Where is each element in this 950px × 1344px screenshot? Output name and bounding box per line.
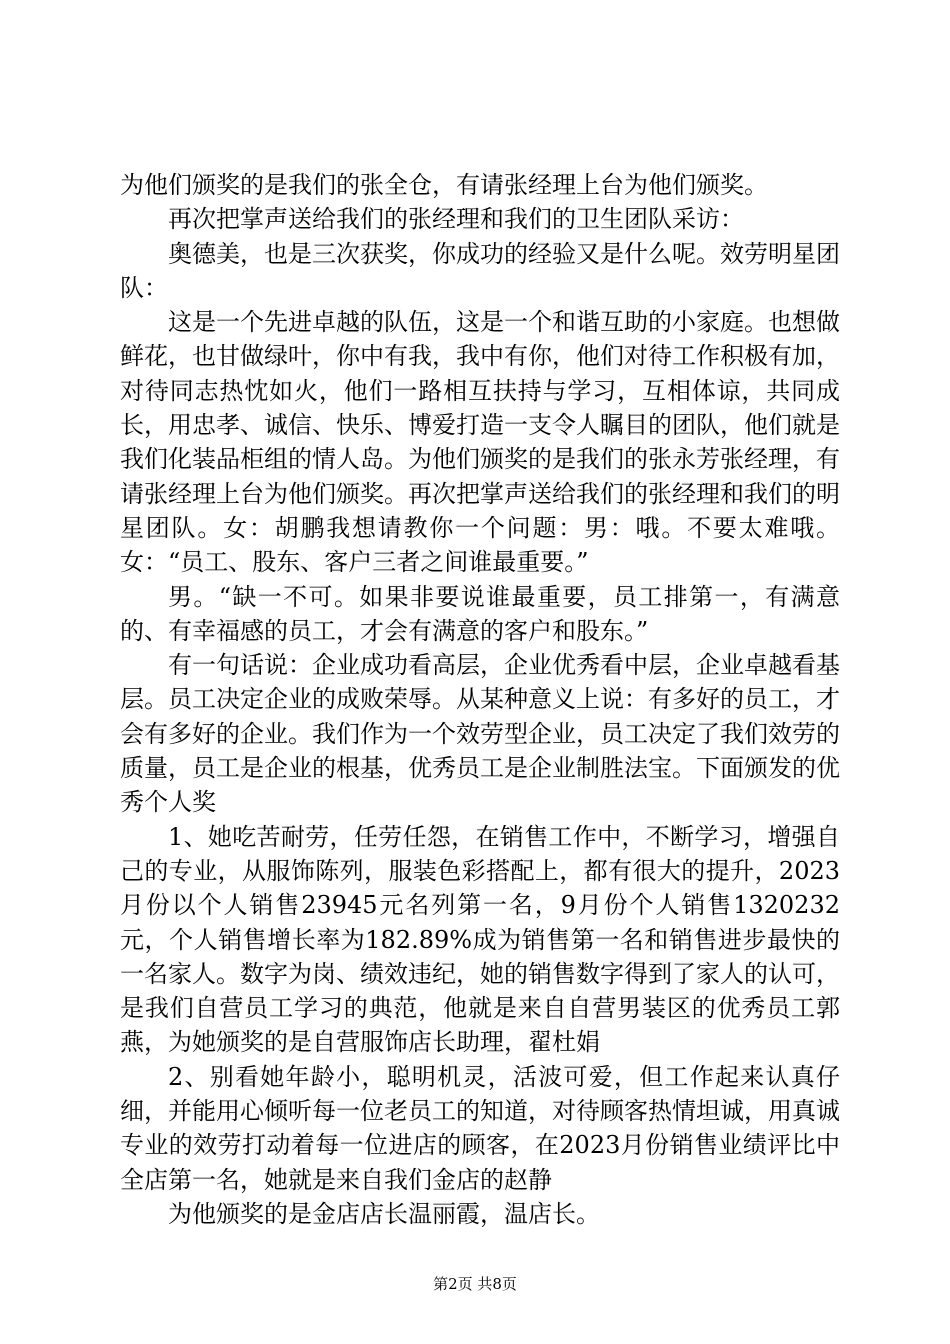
paragraph-8: 2、别看她年龄小，聪明机灵，活波可爱，但工作起来认真仔细，并能用心倾听每一位老员工的知道，对待顾客热情坦诚，用真诚专业的效劳打动着每一位进店的顾客，在2023月份销售业绩评比中全店第一名，她就是来自我们金店的赵静 [120,1062,840,1194]
paragraph-3: 奥德美，也是三次获奖，你成功的经验又是什么呢。效劳明星团队： [120,239,840,302]
paragraph-1: 为他们颁奖的是我们的张全仓，有请张经理上台为他们颁奖。 [120,171,768,199]
paragraph-6: 有一句话说：企业成功看高层，企业优秀看中层，企业卓越看基层。员工决定企业的成败荣辱。从某种意义上说：有多好的员工，才会有多好的企业。我们作为一个效劳型企业，员工决定了我们效劳的质量，员工是企业的根基，优秀员工是企业制胜法宝。下面颁发的优秀个人奖 [120,651,840,817]
paragraph-4: 这是一个先进卓越的队伍，这是一个和谐互助的小家庭。也想做鲜花，也甘做绿叶，你中有我，我中有你，他们对待工作积极有加，对待同志热忱如火，他们一路相互扶持与学习，互相体谅，共同成长，用忠孝、诚信、快乐、博爱打造一支令人瞩目的团队，他们就是我们化装品柜组的情人岛。为他们颁奖的是我们的张永芳张经理，有请张经理上台为他们颁奖。再次把掌声送给我们的张经理和我们的明星团队。女：胡鹏我想请教你一个问题：男：哦。不要太难哦。女：“员工、股东、客户三者之间谁最重要。” [120,308,840,577]
paragraph-2: 再次把掌声送给我们的张经理和我们的卫生团队采访： [168,205,744,234]
page-number-footer: 第2页 共8页 [433,1275,517,1293]
paragraph-9: 为他颁奖的是金店店长温丽霞，温店长。 [168,1199,600,1228]
paragraph-5: 男。“缺一不可。如果非要说谁最重要，员工排第一，有满意的、有幸福感的员工，才会有满意的客户和股东。” [120,582,840,645]
document-body [120,168,840,1231]
paragraph-7: 1、她吃苦耐劳，任劳任怨，在销售工作中，不断学习，增强自己的专业，从服饰陈列，服装色彩搭配上，都有很大的提升，2023月份以个人销售23945元名列第一名，9月份个人销售1320232元，个人销售增长率为182.89%成为销售第一名和销售进步最快的一名家人。数字为岗、绩效违纪，她的销售数字得到了家人的认可，是我们自营员工学习的典范，他就是来自自营男装区的优秀员工郭燕，为她颁奖的是自营服饰店长助理，翟杜娟 [120,822,840,1057]
